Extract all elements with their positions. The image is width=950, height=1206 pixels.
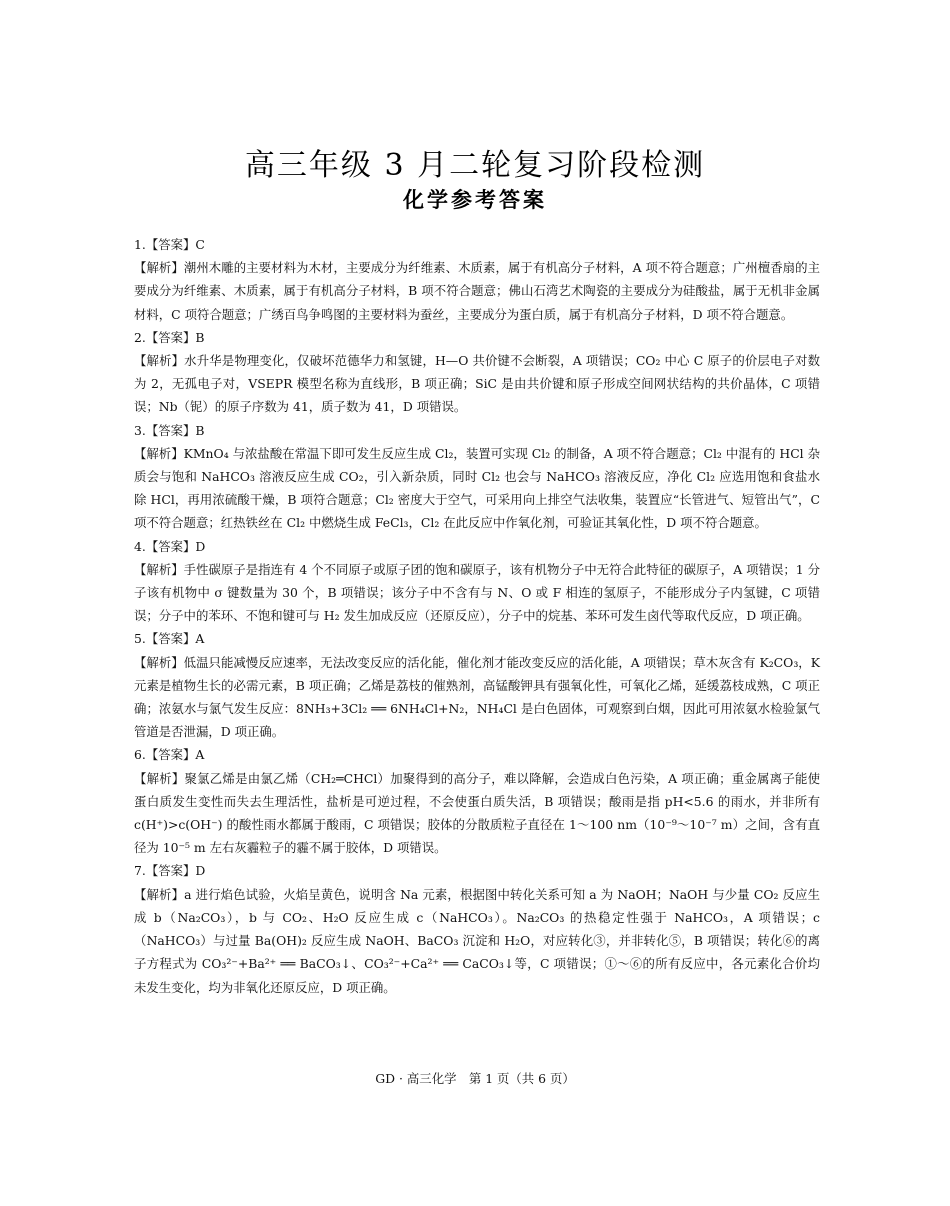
question-5: [134, 627, 820, 743]
answer-line: 4.【答案】D: [134, 538, 206, 554]
answer-line: 1.【答案】C: [134, 237, 205, 252]
explanation: 【解析】聚氯乙烯是由氯乙烯（CH₂═CHCl）加聚得到的高分子，难以降解，会造成白色污染，A 项正确；重金属离子能使蛋白质发生变性而失去生理活性，盐析是可逆过程，不会使蛋白质失活，B 项错误；酸雨是指 pH<5.6 的雨水，并非所有 c(H⁺)>c(OH⁻) 的酸性雨水都属于酸雨，C 项错误；胶体的分散质粒子直径在 1～100 nm（10⁻⁹～10⁻⁷ m）之间，含有直径为 10⁻⁵ m 左右灰霾粒子的霾不属于胶体，D 项错误。: [134, 770, 820, 856]
answer-line: 6.【答案】A: [134, 747, 205, 763]
page-title: 高三年级 3 月二轮复习阶段检测: [244, 148, 706, 183]
question-2: [134, 326, 820, 419]
explanation: 【解析】低温只能减慢反应速率，无法改变反应的活化能，催化剂才能改变反应的活化能，A 项错误；草木灰含有 K₂CO₃，K 元素是植物生长的必需元素，B 项正确；乙烯是荔枝的催熟剂，高锰酸钾具有强氧化性，可氧化乙烯，延缓荔枝成熟，C 项正确；浓氨水与氯气发生反应：8NH₃+3Cl₂ ══ 6NH₄Cl+N₂，NH₄Cl 是白色固体，可观察到白烟，因此可用浓氨水检验氯气管道是否泄漏，D 项正确。: [134, 654, 820, 740]
answer-line: 2.【答案】B: [134, 329, 205, 345]
page-subtitle: 化学参考答案: [403, 188, 547, 212]
question-3: [134, 419, 820, 535]
explanation: 【解析】潮州木雕的主要材料为木材，主要成分为纤维素、木质素，属于有机高分子材料，A 项不符合题意；广州檀香扇的主要成分为纤维素、木质素，属于有机高分子材料，B 项不符合题意；佛山石湾艺术陶瓷的主要成分为硅酸盐，属于无机非金属材料，C 项符合题意；广绣百鸟争鸣图的主要材料为蚕丝，主要成分为蛋白质，属于有机高分子材料，D 项不符合题意。: [134, 260, 820, 322]
page-footer: GD · 高三化学 第 1 页（共 6 页）: [375, 1071, 575, 1086]
answer-line: 5.【答案】A: [134, 631, 205, 647]
answer-line: 3.【答案】B: [134, 422, 205, 438]
question-7: [134, 859, 820, 998]
question-1: [134, 233, 820, 326]
explanation: 【解析】手性碳原子是指连有 4 个不同原子或原子团的饱和碳原子，该有机物分子中无符合此特征的碳原子，A 项错误；1 分子该有机物中 σ 键数量为 30 个，B 项错误；该分子中不含有与 N、O 或 F 相连的氢原子，不能形成分子内氢键，C 项错误；分子中的苯环、不饱和键可与 H₂ 发生加成反应（还原反应），分子中的烷基、苯环可发生卤代等取代反应，D 项正确。: [134, 561, 820, 624]
question-4: [134, 535, 820, 628]
answers-body: [134, 233, 820, 999]
explanation: 【解析】水升华是物理变化，仅破坏范德华力和氢键，H—O 共价键不会断裂，A 项错误；CO₂ 中心 C 原子的价层电子对数为 2，无孤电子对，VSEPR 模型名称为直线形，B 项正确；SiC 是由共价键和原子形成空间网状结构的共价晶体，C 项错误；Nb（铌）的原子序数为 41，质子数为 41，D 项错误。: [134, 353, 820, 415]
answer-line: 7.【答案】D: [134, 863, 206, 879]
question-6: [134, 743, 820, 859]
explanation: 【解析】a 进行焰色试验，火焰呈黄色，说明含 Na 元素，根据图中转化关系可知 a 为 NaOH；NaOH 与少量 CO₂ 反应生成 b（Na₂CO₃），b 与 CO₂、H₂O 反应生成 c（NaHCO₃）。Na₂CO₃ 的热稳定性强于 NaHCO₃，A 项错误；c（NaHCO₃）与过量 Ba(OH)₂ 反应生成 NaOH、BaCO₃ 沉淀和 H₂O，对应转化③，并非转化⑤，B 项错误；转化⑥的离子方程式为 CO₃²⁻+Ba²⁺ ══ BaCO₃↓、CO₃²⁻+Ca²⁺ ══ CaCO₃↓等，C 项错误；①～⑥的所有反应中，各元素化合价均未发生变化，均为非氧化还原反应，D 项正确。: [134, 886, 820, 995]
explanation: 【解析】KMnO₄ 与浓盐酸在常温下即可发生反应生成 Cl₂，装置可实现 Cl₂ 的制备，A 项不符合题意；Cl₂ 中混有的 HCl 杂质会与饱和 NaHCO₃ 溶液反应生成 CO₂，引入新杂质，同时 Cl₂ 也会与 NaHCO₃ 溶液反应，净化 Cl₂ 应选用饱和食盐水除 HCl，再用浓硫酸干燥，B 项符合题意；Cl₂ 密度大于空气，可采用向上排空气法收集，装置应“长管进气、短管出气”，C 项不符合题意；红热铁丝在 Cl₂ 中燃烧生成 FeCl₃，Cl₂ 在此反应中作氧化剂，可验证其氧化性，D 项不符合题意。: [134, 445, 820, 531]
